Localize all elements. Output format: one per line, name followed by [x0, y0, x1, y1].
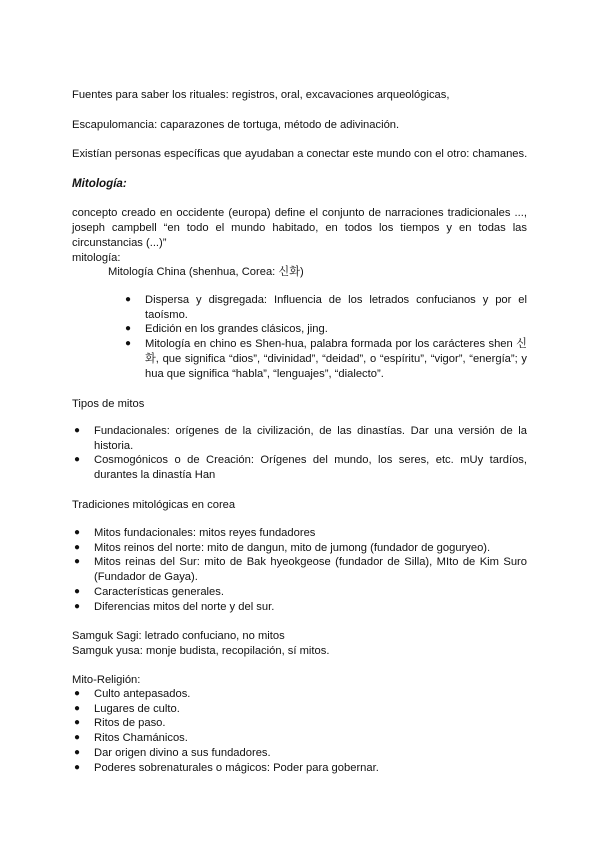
- list-item: ● Edición en los grandes clásicos, jing.: [125, 323, 328, 336]
- tipos-list: [74, 424, 527, 483]
- bullet-icon: ●: [74, 688, 81, 699]
- bullet-icon: ●: [74, 761, 81, 773]
- bullet-icon: ●: [74, 541, 81, 553]
- china-list: [125, 293, 527, 381]
- mito-religion-heading: Mito-Religión:: [72, 674, 141, 686]
- bullet-icon: ●: [125, 323, 132, 335]
- bullet-icon: ●: [74, 717, 81, 729]
- list-item: ● Dar origen divino a sus fundadores.: [74, 746, 271, 759]
- concepto-paragraph: concepto creado en occidente (europa) define el conjunto de narraciones tradicionales ..., joseph campbell “en todo el mundo habitado, en todos los tiempos y en todas las circunstancias (...)”: [72, 207, 527, 249]
- samguk-yusa-line: Samguk yusa: monje budista, recopilación, sí mitos.: [72, 645, 330, 657]
- tradiciones-heading: Tradiciones mitológicas en corea: [72, 499, 236, 511]
- bullet-icon: ●: [74, 746, 81, 758]
- list-item: ● Fundacionales: orígenes de la civilización, de las dinastías. Dar una versión de la historia.: [74, 425, 527, 452]
- list-item: ● Mitos fundacionales: mitos reyes fundadores: [74, 527, 316, 539]
- tipos-heading: Tipos de mitos: [72, 398, 145, 410]
- list-item: ● Poderes sobrenaturales o mágicos: Poder para gobernar.: [74, 761, 379, 774]
- escapulomancia-line: Escapulomancia: caparazones de tortuga, método de adivinación.: [72, 119, 400, 131]
- chamanes-line: Existían personas específicas que ayudaban a conectar este mundo con el otro: chamanes.: [72, 148, 528, 160]
- bullet-icon: ●: [74, 425, 81, 436]
- list-item: ● Características generales.: [74, 585, 224, 598]
- fuentes-line: Fuentes para saber los rituales: registros, oral, excavaciones arqueológicas,: [72, 89, 450, 101]
- list-item: ● Mitos reinas del Sur: mito de Bak hyeokgeose (fundador de Silla), MIto de Kim Suro (Fundador de Gaya).: [74, 556, 527, 584]
- mitologia-heading: Mitología:: [72, 177, 127, 190]
- mitologia-china-line: Mitología China (shenhua, Corea: 신화): [108, 266, 304, 278]
- bullet-icon: ●: [74, 585, 81, 597]
- mito-religion-list: [74, 687, 527, 775]
- bullet-icon: ●: [74, 454, 81, 466]
- bullet-icon: ●: [125, 338, 132, 350]
- list-item: ● Lugares de culto.: [74, 702, 180, 715]
- list-item: ● Ritos Chamánicos.: [74, 732, 188, 745]
- samguk-sagi-line: Samguk Sagi: letrado confuciano, no mitos: [72, 630, 285, 642]
- bullet-icon: ●: [74, 702, 81, 714]
- list-item: ● Culto antepasados.: [74, 688, 191, 700]
- bullet-icon: ●: [74, 556, 81, 568]
- tradiciones-list: [74, 526, 527, 614]
- list-item: ● Mitología en chino es Shen-hua, palabra formada por los carácteres shen 신화, que significa “dios”, “divinidad”, “deidad”, o “espíritu”, “vigor”, “energía”; y hua que significa “habla”, “lenguajes”, “dialecto”.: [125, 338, 527, 380]
- bullet-icon: ●: [74, 600, 81, 612]
- list-item: ● Ritos de paso.: [74, 717, 166, 730]
- list-item: ● Mitos reinos del norte: mito de dangun, mito de jumong (fundador de goguryeo).: [74, 541, 491, 554]
- bullet-icon: ●: [125, 294, 132, 305]
- mitologia-label: mitología:: [72, 252, 121, 264]
- list-item: ● Diferencias mitos del norte y del sur.: [74, 600, 275, 613]
- bullet-icon: ●: [74, 527, 81, 538]
- list-item: ● Dispersa y disgregada: Influencia de los letrados confucianos y por el taoísmo.: [125, 294, 527, 321]
- bullet-icon: ●: [74, 732, 81, 744]
- list-item: ● Cosmogónicos o de Creación: Orígenes del mundo, los seres, etc. mUy tardíos, durantes la dinastía Han: [74, 454, 527, 482]
